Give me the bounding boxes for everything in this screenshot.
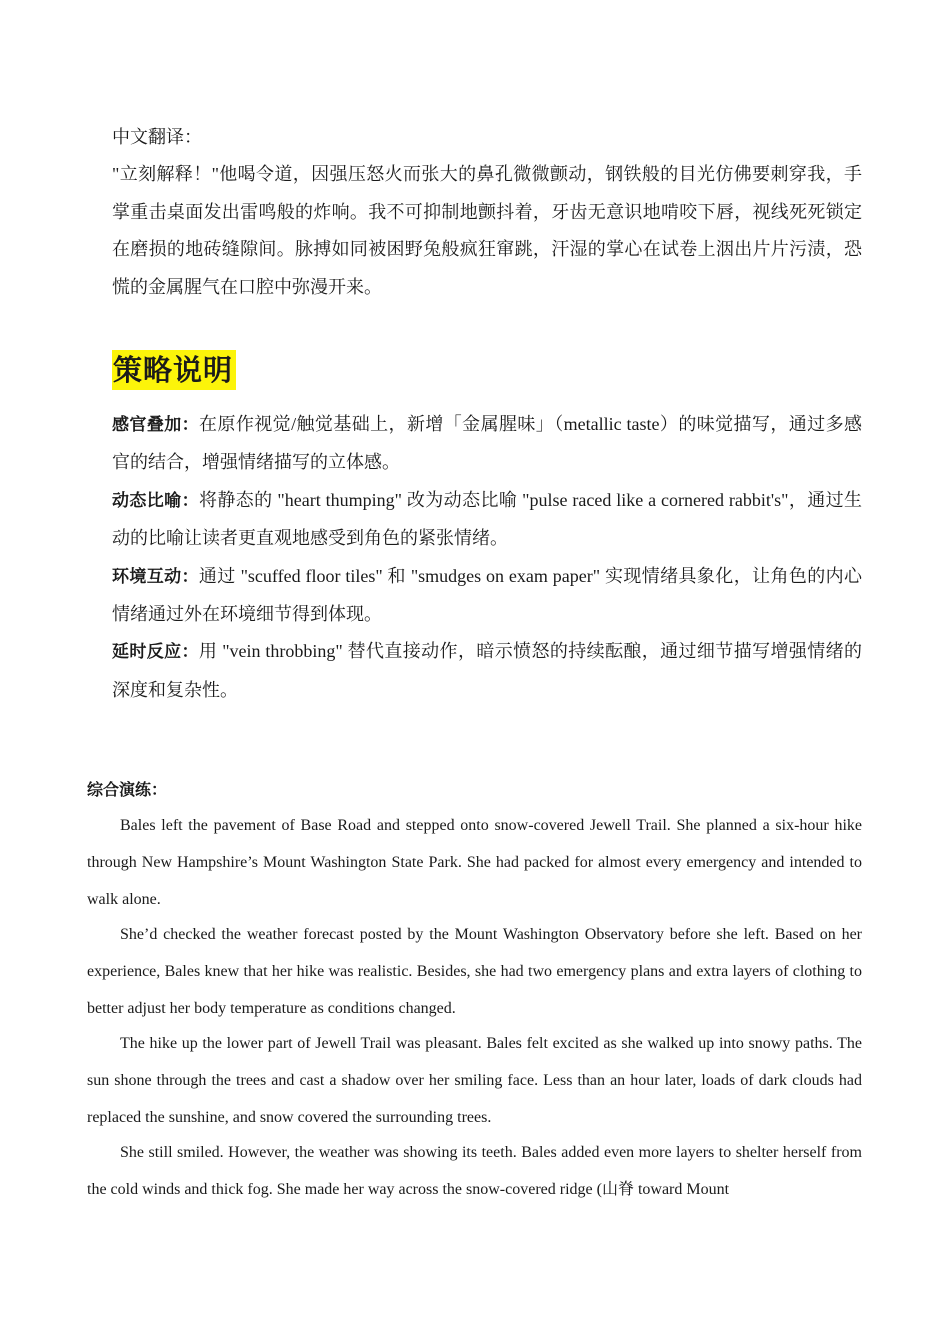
strategy-term: 环境互动： [112, 566, 199, 587]
passage-paragraph: The hike up the lower part of Jewell Trail was pleasant. Bales felt excited as she walked up into snowy paths. The sun shone through the trees and cast a shadow over her smiling face. Less than an hour later, loads of dark clouds had replaced the sunshine, and snow covered the surrounding trees. [87, 1034, 862, 1126]
passage-paragraph: She still smiled. However, the weather was showing its teeth. Bales added even more layers to shelter herself from the cold winds and thick fog. She made her way across the snow-covered ridge (山脊 toward Mount [87, 1143, 862, 1198]
translation-label: 中文翻译： [112, 127, 202, 147]
strategy-term: 感官叠加： [112, 415, 200, 435]
strategy-item [112, 558, 862, 634]
strategy-text: 通过 "scuffed floor tiles" 和 "smudges on exam paper" 实现情绪具象化，让角色的内心情绪通过外在环境细节得到体现。 [112, 565, 862, 625]
translation-paragraph: "立刻解释！"他喝令道，因强压怒火而张大的鼻孔微微颤动，钢铁般的目光仿佛要刺穿我，手掌重击桌面发出雷鸣般的炸响。我不可抑制地颤抖着，牙齿无意识地啃咬下唇，视线死死锁定在磨损的地砖缝隙间。脉搏如同被困野兔般疯狂窜跳，汗湿的掌心在试卷上洇出片片污渍，恐慌的金属腥气在口腔中弥漫开来。 [112, 164, 862, 297]
exercise-title: 综合演练： [87, 780, 168, 799]
strategy-heading-wrap [112, 350, 236, 390]
strategy-text: 将静态的 "heart thumping" 改为动态比喻 "pulse raced like a cornered rabbit's"，通过生动的比喻让读者更直观地感受到角色的紧张情绪。 [112, 489, 862, 549]
exercise-passage [87, 807, 862, 1205]
strategy-heading: 策略说明 [112, 350, 236, 390]
strategy-text: 用 "vein throbbing" 替代直接动作，暗示愤怒的持续酝酿，通过细节描写增强情绪的深度和复杂性。 [112, 641, 862, 700]
strategy-text: 在原作视觉/触觉基础上，新增「金属腥味」（metallic taste）的味觉描写，通过多感官的结合，增强情绪描写的立体感。 [112, 414, 862, 473]
strategy-item [112, 482, 862, 558]
strategy-list [112, 406, 862, 709]
strategy-item [112, 406, 862, 482]
passage-paragraph: Bales left the pavement of Base Road and stepped onto snow-covered Jewell Trail. She planned a six-hour hike through New Hampshire’s Mount Washington State Park. She had packed for almost every emergency and intended to walk alone. [87, 817, 862, 909]
strategy-item [112, 633, 862, 709]
passage-paragraph: She’d checked the weather forecast posted by the Mount Washington Observatory before she left. Based on her experience, Bales knew that her hike was realistic. Besides, she had two emergency plans and extra layers of clothing to better adjust her body temperature as conditions changed. [87, 925, 862, 1018]
strategy-term: 动态比喻： [112, 490, 199, 511]
strategy-term: 延时反应： [112, 642, 199, 663]
